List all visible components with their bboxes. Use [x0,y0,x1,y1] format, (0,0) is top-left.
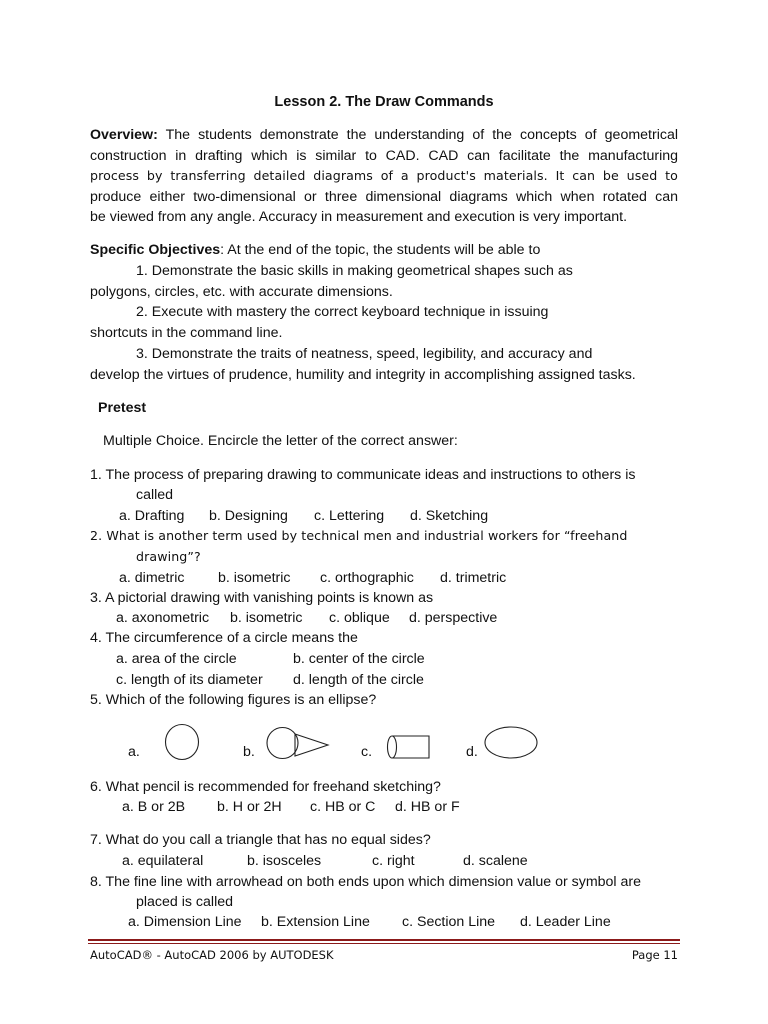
q2-option-b[interactable]: b. isometric [218,570,291,586]
footer-rule-thick [88,939,680,941]
q5-option-a[interactable]: a. [128,744,140,760]
question-3: 3. A pictorial drawing with vanishing points is known as [90,590,434,606]
question-6: 6. What pencil is recommended for freehand sketching? [90,779,441,795]
q1-option-a[interactable]: a. Drafting [119,508,185,524]
q2-option-d[interactable]: d. trimetric [440,570,507,586]
q7-option-b[interactable]: b. isosceles [247,853,322,869]
footer-rule-thin [88,943,680,944]
objective-1-line-2: polygons, circles, etc. with accurate dimensions. [90,284,393,300]
q2-option-c[interactable]: c. orthographic [320,570,414,586]
overview-label: Overview: [90,127,158,143]
q1-option-c[interactable]: c. Lettering [314,508,385,524]
objective-1-line-1: 1. Demonstrate the basic skills in making geometrical shapes such as [136,263,573,279]
q1-option-d[interactable]: d. Sketching [410,508,489,524]
objectives-label: Specific Objectives [90,242,221,258]
overview-line-4: produce either two-dimensional or three dimensional diagrams which when rotated can [90,188,678,205]
overview-line-1: Overview: The students demonstrate the understanding of the concepts of geometrical [90,127,678,143]
objective-3-line-2: develop the virtues of prudence, humility and integrity in accomplishing assigned tasks. [90,367,636,383]
q7-option-c[interactable]: c. right [372,853,415,869]
question-4: 4. The circumference of a circle means the [90,630,358,646]
q4-option-c[interactable]: c. length of its diameter [116,672,263,688]
q6-option-d[interactable]: d. HB or F [395,799,460,815]
q2-option-a[interactable]: a. dimetric [119,570,185,586]
q3-option-b[interactable]: b. isometric [230,610,303,626]
q5-option-d[interactable]: d. [466,744,478,760]
q7-option-d[interactable]: d. scalene [463,853,528,869]
q4-option-d[interactable]: d. length of the circle [293,672,424,688]
q7-option-a[interactable]: a. equilateral [122,853,204,869]
lesson-title: Lesson 2. The Draw Commands [274,94,494,110]
overview-line-5: be viewed from any angle. Accuracy in measurement and execution is very important. [90,209,628,226]
pretest-heading: Pretest [98,400,147,416]
ellipse-figure [484,726,540,760]
page-number: Page 11 [631,948,678,962]
circle-figure [164,723,200,761]
overview-line-2: construction in drafting which is similar to CAD. CAD can facilitate the manufacturing [90,147,678,164]
q3-option-c[interactable]: c. oblique [329,610,390,626]
q6-option-b[interactable]: b. H or 2H [217,799,282,815]
q8-option-c[interactable]: c. Section Line [402,914,496,930]
q5-option-b[interactable]: b. [243,744,255,760]
q4-option-b[interactable]: b. center of the circle [293,651,425,667]
footer-left-text: AutoCAD® - AutoCAD 2006 by AUTODESK [90,948,334,962]
q5-option-c[interactable]: c. [361,744,373,760]
overview-paragraph [90,125,678,228]
q1-option-b[interactable]: b. Designing [209,508,288,524]
cylinder-figure [386,734,432,760]
question-2: 2. What is another term used by technical men and industrial workers for “freehand [90,528,628,543]
question-7: 7. What do you call a triangle that has no equal sides? [90,832,431,848]
objective-3-line-1: 3. Demonstrate the traits of neatness, speed, legibility, and accuracy and [136,346,593,362]
overview-line-3: process by transferring detailed diagrams of a product's materials. It can be used to [90,168,678,184]
q6-option-a[interactable]: a. B or 2B [122,799,186,815]
q8-option-b[interactable]: b. Extension Line [261,914,370,930]
question-1-continued: called [136,487,174,503]
question-2-continued: drawing”? [136,549,201,564]
objective-2-line-2: shortcuts in the command line. [90,325,283,341]
pretest-instruction: Multiple Choice. Encircle the letter of the correct answer: [103,433,458,449]
q8-option-d[interactable]: d. Leader Line [520,914,611,930]
objective-2-line-1: 2. Execute with mastery the correct keyboard technique in issuing [136,304,549,320]
question-8: 8. The fine line with arrowhead on both ends upon which dimension value or symbol are [90,874,642,890]
question-1: 1. The process of preparing drawing to communicate ideas and instructions to others is [90,467,636,483]
objectives-intro: Specific Objectives: At the end of the topic, the students will be able to [90,242,541,258]
q3-option-a[interactable]: a. axonometric [116,610,210,626]
circle-triangle-figure [266,725,332,761]
question-5: 5. Which of the following figures is an ellipse? [90,692,377,708]
question-8-continued: placed is called [136,894,234,910]
q6-option-c[interactable]: c. HB or C [310,799,376,815]
q4-option-a[interactable]: a. area of the circle [116,651,237,667]
q8-option-a[interactable]: a. Dimension Line [128,914,242,930]
q3-option-d[interactable]: d. perspective [409,610,498,626]
